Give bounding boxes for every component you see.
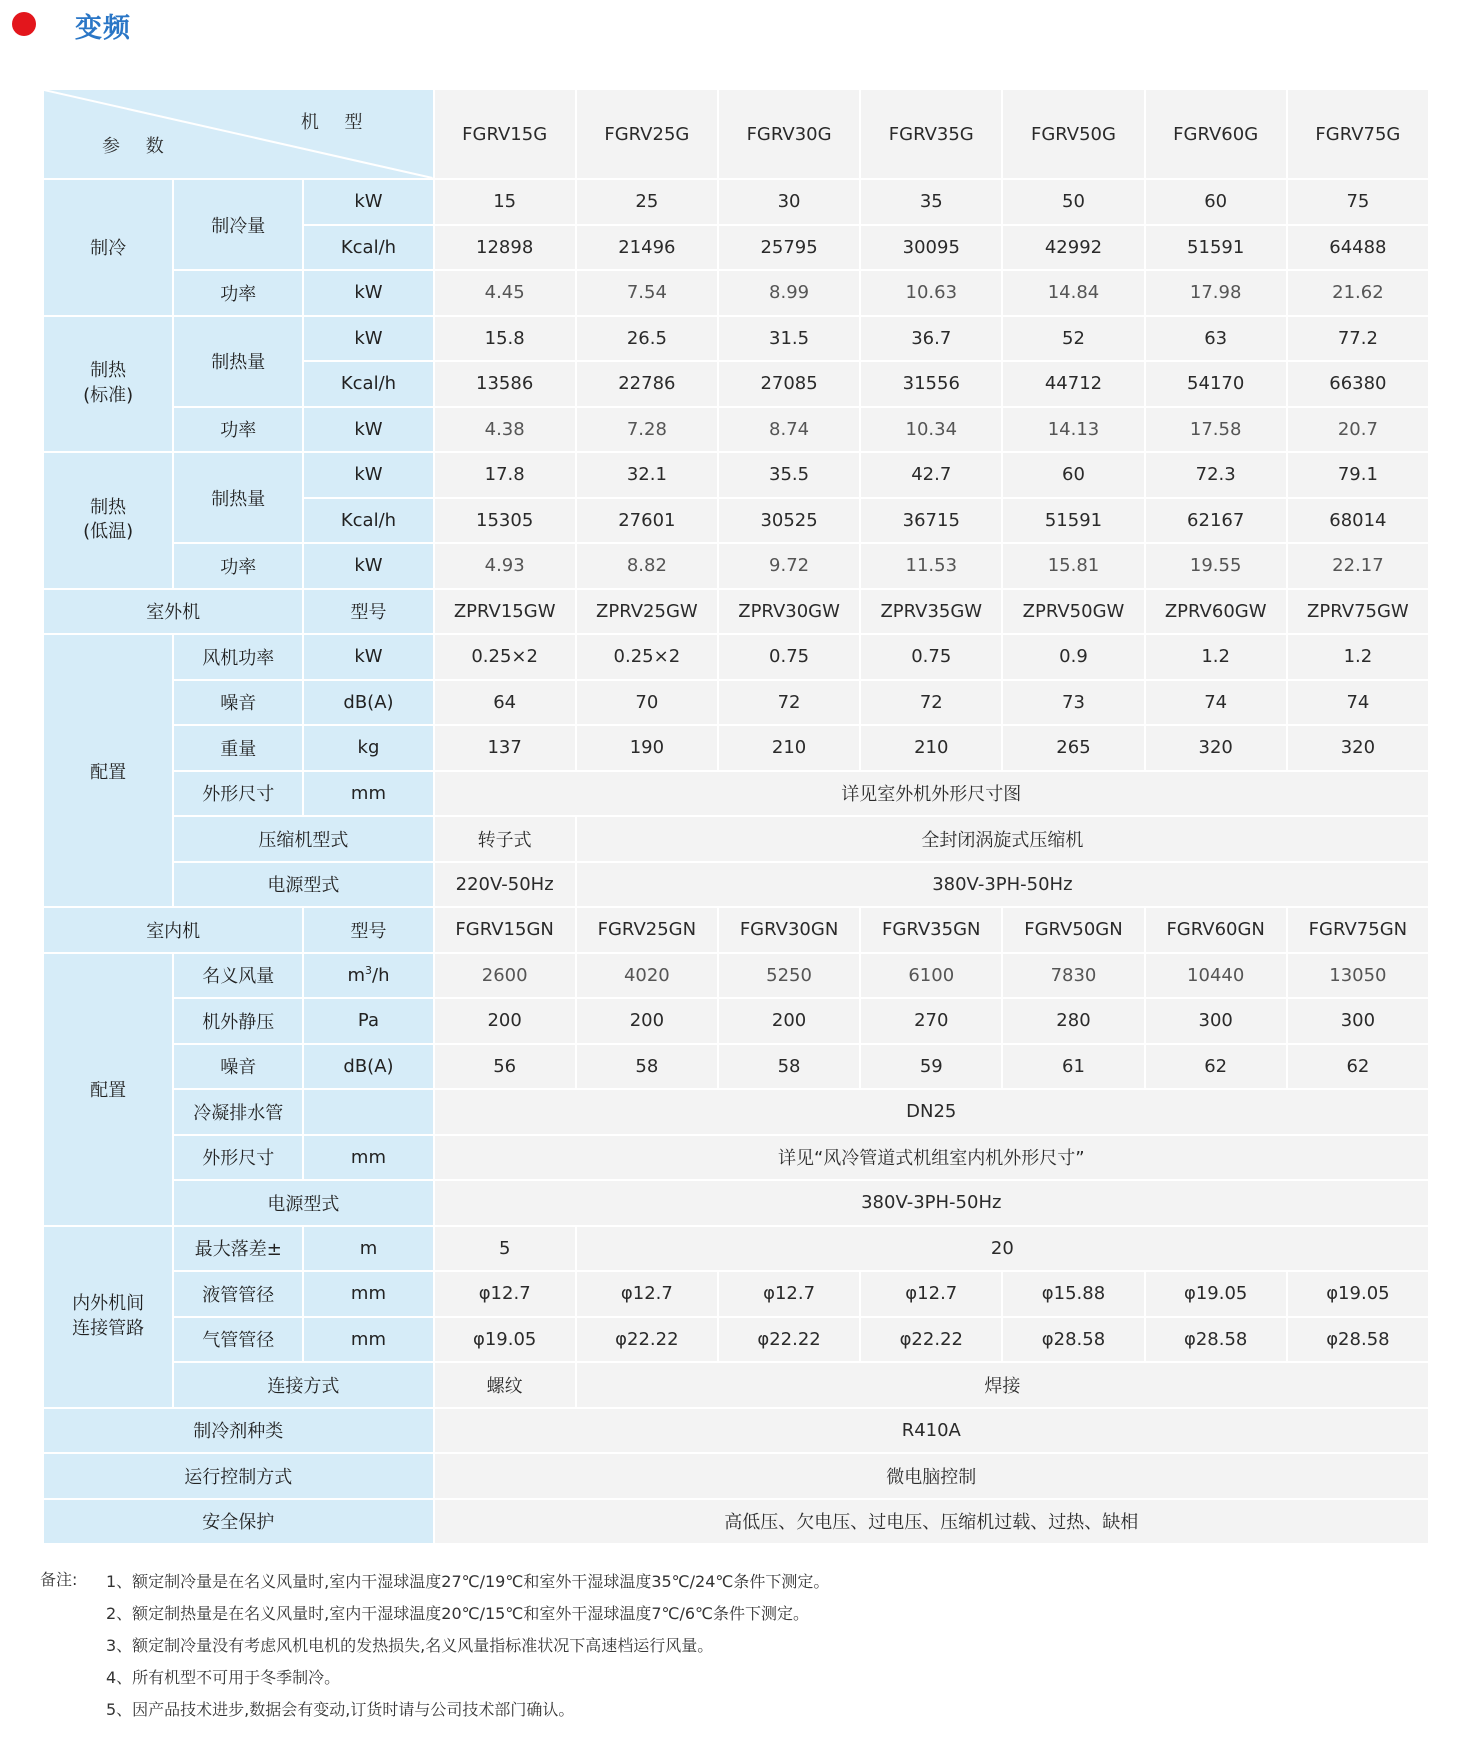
unit-label: Kcal/h <box>304 362 432 406</box>
unit-label: mm <box>304 772 432 816</box>
value-cell: 15.81 <box>1003 544 1143 588</box>
value-cell: 9.72 <box>719 544 859 588</box>
table-row <box>44 1363 1428 1407</box>
table-row <box>44 772 1428 816</box>
value-cell: 66380 <box>1288 362 1428 406</box>
notes-label: 备注: <box>40 1570 78 1589</box>
corner-param-label: 参 数 <box>102 136 174 157</box>
value-cell: 68014 <box>1288 499 1428 543</box>
value-cell: 210 <box>719 726 859 770</box>
unit-label: Kcal/h <box>304 226 432 270</box>
value-cell: 详见室外机外形尺寸图 <box>435 772 1428 816</box>
value-cell: 微电脑控制 <box>435 1454 1428 1498</box>
value-cell: φ19.05 <box>435 1318 575 1362</box>
value-cell: φ22.22 <box>861 1318 1001 1362</box>
value-cell: φ12.7 <box>577 1272 717 1316</box>
control-label: 运行控制方式 <box>44 1454 433 1498</box>
value-cell: φ28.58 <box>1288 1318 1428 1362</box>
value-cell: φ28.58 <box>1146 1318 1286 1362</box>
section-header <box>0 0 1459 50</box>
value-cell: FGRV15GN <box>435 908 575 952</box>
value-cell: 焊接 <box>577 1363 1428 1407</box>
group-label-line: 制热 <box>90 360 127 382</box>
value-cell: 380V-3PH-50Hz <box>435 1181 1428 1225</box>
value-cell: 54170 <box>1146 362 1286 406</box>
value-cell: 32.1 <box>577 453 717 497</box>
table-row <box>44 726 1428 770</box>
value-cell: 72 <box>861 681 1001 725</box>
value-cell: 20.7 <box>1288 408 1428 452</box>
group-label-line: 制热 <box>90 496 127 518</box>
table-row <box>44 1136 1428 1180</box>
value-cell: 44712 <box>1003 362 1143 406</box>
value-cell: 30 <box>719 180 859 224</box>
value-cell: 4.93 <box>435 544 575 588</box>
value-cell: 14.84 <box>1003 271 1143 315</box>
unit-sup: 3 <box>365 964 372 978</box>
table-row <box>44 590 1428 634</box>
value-cell: 210 <box>861 726 1001 770</box>
group-label-line: 内外机间 <box>72 1293 145 1315</box>
value-cell: 15 <box>435 180 575 224</box>
value-cell: 35.5 <box>719 453 859 497</box>
table-row <box>44 999 1428 1043</box>
value-cell: 51591 <box>1146 226 1286 270</box>
compressor-label: 压缩机型式 <box>174 817 432 861</box>
gas-pipe-label: 气管管径 <box>174 1318 302 1362</box>
value-cell: 25795 <box>719 226 859 270</box>
value-cell: 27601 <box>577 499 717 543</box>
unit-label: Pa <box>304 999 432 1043</box>
value-cell: 10440 <box>1146 954 1286 998</box>
value-cell: 5 <box>435 1227 575 1271</box>
value-cell: 270 <box>861 999 1001 1043</box>
value-cell: 36.7 <box>861 317 1001 361</box>
value-cell: 27085 <box>719 362 859 406</box>
value-cell: 0.75 <box>861 635 1001 679</box>
dims-label: 外形尺寸 <box>174 1136 302 1180</box>
cooling-capacity-label: 制冷量 <box>174 180 302 269</box>
value-cell: 25 <box>577 180 717 224</box>
value-cell: 17.98 <box>1146 271 1286 315</box>
value-cell: 7.54 <box>577 271 717 315</box>
model-header: FGRV35G <box>861 90 1001 178</box>
value-cell: φ12.7 <box>435 1272 575 1316</box>
value-cell: 4.45 <box>435 271 575 315</box>
value-cell: 15.8 <box>435 317 575 361</box>
value-cell: 7.28 <box>577 408 717 452</box>
value-cell: 31556 <box>861 362 1001 406</box>
model-header: FGRV50G <box>1003 90 1143 178</box>
value-cell: ZPRV75GW <box>1288 590 1428 634</box>
value-cell: 64488 <box>1288 226 1428 270</box>
noise-label: 噪音 <box>174 681 302 725</box>
table-row <box>44 317 1428 361</box>
table-row <box>44 1090 1428 1134</box>
red-dot-icon <box>12 12 36 36</box>
model-header: FGRV60G <box>1146 90 1286 178</box>
corner-header <box>44 90 433 178</box>
value-cell: DN25 <box>435 1090 1428 1134</box>
table-row <box>44 954 1428 998</box>
airflow-label: 名义风量 <box>174 954 302 998</box>
value-cell: 79.1 <box>1288 453 1428 497</box>
unit-label: kW <box>304 544 432 588</box>
unit-label: kW <box>304 271 432 315</box>
table-row <box>44 408 1428 452</box>
value-cell: 7830 <box>1003 954 1143 998</box>
model-label: 型号 <box>304 908 432 952</box>
unit-label: dB(A) <box>304 681 432 725</box>
value-cell: 72 <box>719 681 859 725</box>
value-cell: 200 <box>719 999 859 1043</box>
unit-label: Kcal/h <box>304 499 432 543</box>
unit-label: kW <box>304 180 432 224</box>
heating-std-group-label <box>44 317 172 452</box>
unit-label: kW <box>304 635 432 679</box>
dims-label: 外形尺寸 <box>174 772 302 816</box>
model-header: FGRV30G <box>719 90 859 178</box>
value-cell: 31.5 <box>719 317 859 361</box>
table-row <box>44 1045 1428 1089</box>
indoor-unit-label: 室内机 <box>44 908 302 952</box>
value-cell: 17.58 <box>1146 408 1286 452</box>
value-cell: 11.53 <box>861 544 1001 588</box>
value-cell: 19.55 <box>1146 544 1286 588</box>
value-cell: 8.82 <box>577 544 717 588</box>
table-row <box>44 1181 1428 1225</box>
value-cell: 77.2 <box>1288 317 1428 361</box>
value-cell: FGRV35GN <box>861 908 1001 952</box>
refrigerant-label: 制冷剂种类 <box>44 1409 433 1453</box>
value-cell: 20 <box>577 1227 1428 1271</box>
value-cell: φ15.88 <box>1003 1272 1143 1316</box>
max-drop-label: 最大落差± <box>174 1227 302 1271</box>
value-cell: ZPRV30GW <box>719 590 859 634</box>
value-cell: FGRV30GN <box>719 908 859 952</box>
heating-low-group-label <box>44 453 172 588</box>
value-cell: 63 <box>1146 317 1286 361</box>
table-row <box>44 1272 1428 1316</box>
unit-base: m <box>347 965 365 987</box>
value-cell: R410A <box>435 1409 1428 1453</box>
note-item: 5、因产品技术进步,数据会有变动,订货时请与公司技术部门确认。 <box>106 1700 575 1719</box>
unit-label: mm <box>304 1318 432 1362</box>
value-cell: 4020 <box>577 954 717 998</box>
header-row <box>44 90 1428 178</box>
value-cell: 21496 <box>577 226 717 270</box>
heating-capacity-label: 制热量 <box>174 317 302 406</box>
value-cell: ZPRV25GW <box>577 590 717 634</box>
value-cell: 1.2 <box>1288 635 1428 679</box>
outdoor-unit-label: 室外机 <box>44 590 302 634</box>
value-cell: 35 <box>861 180 1001 224</box>
value-cell: 62 <box>1146 1045 1286 1089</box>
value-cell: 320 <box>1146 726 1286 770</box>
value-cell: 56 <box>435 1045 575 1089</box>
value-cell: 0.75 <box>719 635 859 679</box>
value-cell: 0.9 <box>1003 635 1143 679</box>
value-cell: 10.63 <box>861 271 1001 315</box>
value-cell: 51591 <box>1003 499 1143 543</box>
value-cell: 61 <box>1003 1045 1143 1089</box>
value-cell: 60 <box>1003 453 1143 497</box>
value-cell: 190 <box>577 726 717 770</box>
value-cell: 17.8 <box>435 453 575 497</box>
model-header: FGRV75G <box>1288 90 1428 178</box>
value-cell: ZPRV50GW <box>1003 590 1143 634</box>
note-item: 4、所有机型不可用于冬季制冷。 <box>106 1668 341 1687</box>
value-cell: 59 <box>861 1045 1001 1089</box>
value-cell: FGRV60GN <box>1146 908 1286 952</box>
table-row <box>44 863 1428 907</box>
model-label: 型号 <box>304 590 432 634</box>
value-cell: 8.99 <box>719 271 859 315</box>
table-row <box>44 1227 1428 1271</box>
table-row <box>44 1318 1428 1362</box>
value-cell: φ12.7 <box>719 1272 859 1316</box>
value-cell: 5250 <box>719 954 859 998</box>
value-cell: 265 <box>1003 726 1143 770</box>
value-cell: 300 <box>1288 999 1428 1043</box>
unit-label: mm <box>304 1272 432 1316</box>
heating-capacity-label: 制热量 <box>174 453 302 542</box>
power-supply-label: 电源型式 <box>174 863 432 907</box>
value-cell: 全封闭涡旋式压缩机 <box>577 817 1428 861</box>
value-cell: FGRV50GN <box>1003 908 1143 952</box>
liquid-pipe-label: 液管管径 <box>174 1272 302 1316</box>
value-cell: 300 <box>1146 999 1286 1043</box>
value-cell: 10.34 <box>861 408 1001 452</box>
unit-label: kW <box>304 317 432 361</box>
value-cell: 220V-50Hz <box>435 863 575 907</box>
value-cell: 200 <box>435 999 575 1043</box>
value-cell: 64 <box>435 681 575 725</box>
value-cell: 12898 <box>435 226 575 270</box>
unit-label: mm <box>304 1136 432 1180</box>
section-title: 变频 <box>75 13 131 44</box>
value-cell: 62167 <box>1146 499 1286 543</box>
value-cell: 6100 <box>861 954 1001 998</box>
piping-group-label <box>44 1227 172 1407</box>
power-label: 功率 <box>174 544 302 588</box>
value-cell: ZPRV60GW <box>1146 590 1286 634</box>
value-cell: 60 <box>1146 180 1286 224</box>
note-item: 1、额定制冷量是在名义风量时,室内干湿球温度27℃/19℃和室外干湿球温度35℃/24℃条件下测定。 <box>106 1572 830 1591</box>
cooling-group-label: 制冷 <box>44 180 172 315</box>
table-row <box>44 1500 1428 1544</box>
outdoor-config-label: 配置 <box>44 635 172 906</box>
value-cell: 22786 <box>577 362 717 406</box>
fan-power-label: 风机功率 <box>174 635 302 679</box>
value-cell: 13586 <box>435 362 575 406</box>
value-cell: 280 <box>1003 999 1143 1043</box>
value-cell: 2600 <box>435 954 575 998</box>
value-cell: FGRV75GN <box>1288 908 1428 952</box>
value-cell: 75 <box>1288 180 1428 224</box>
value-cell: 58 <box>577 1045 717 1089</box>
value-cell: φ19.05 <box>1288 1272 1428 1316</box>
table-row <box>44 817 1428 861</box>
value-cell: 1.2 <box>1146 635 1286 679</box>
drain-label: 冷凝排水管 <box>174 1090 302 1134</box>
value-cell: 螺纹 <box>435 1363 575 1407</box>
value-cell: 30525 <box>719 499 859 543</box>
value-cell: 72.3 <box>1146 453 1286 497</box>
value-cell: 高低压、欠电压、过电压、压缩机过载、过热、缺相 <box>435 1500 1428 1544</box>
value-cell: φ12.7 <box>861 1272 1001 1316</box>
model-header: FGRV25G <box>577 90 717 178</box>
value-cell: 30095 <box>861 226 1001 270</box>
model-header: FGRV15G <box>435 90 575 178</box>
value-cell: 320 <box>1288 726 1428 770</box>
value-cell: φ22.22 <box>719 1318 859 1362</box>
value-cell: 15305 <box>435 499 575 543</box>
value-cell: 0.25×2 <box>435 635 575 679</box>
value-cell: 200 <box>577 999 717 1043</box>
value-cell: 转子式 <box>435 817 575 861</box>
indoor-config-label: 配置 <box>44 954 172 1225</box>
table-row <box>44 453 1428 497</box>
unit-label: dB(A) <box>304 1045 432 1089</box>
table-row <box>44 1409 1428 1453</box>
value-cell: 74 <box>1146 681 1286 725</box>
value-cell: 4.38 <box>435 408 575 452</box>
connection-label: 连接方式 <box>174 1363 432 1407</box>
value-cell: 380V-3PH-50Hz <box>577 863 1428 907</box>
table-row <box>44 180 1428 224</box>
value-cell: FGRV25GN <box>577 908 717 952</box>
static-pressure-label: 机外静压 <box>174 999 302 1043</box>
value-cell: 62 <box>1288 1045 1428 1089</box>
value-cell: 22.17 <box>1288 544 1428 588</box>
unit-label <box>304 1090 432 1134</box>
group-label-line: (标准) <box>83 384 134 406</box>
group-label-line: (低温) <box>83 521 134 543</box>
value-cell: 74 <box>1288 681 1428 725</box>
corner-model-label: 机 型 <box>300 112 373 133</box>
unit-label: kW <box>304 453 432 497</box>
power-supply-label: 电源型式 <box>174 1181 432 1225</box>
value-cell: 21.62 <box>1288 271 1428 315</box>
value-cell: 0.25×2 <box>577 635 717 679</box>
table-row <box>44 681 1428 725</box>
unit-label: kW <box>304 408 432 452</box>
value-cell: φ22.22 <box>577 1318 717 1362</box>
unit-label <box>304 954 432 998</box>
value-cell: 42.7 <box>861 453 1001 497</box>
value-cell: 42992 <box>1003 226 1143 270</box>
value-cell: φ19.05 <box>1146 1272 1286 1316</box>
value-cell: 58 <box>719 1045 859 1089</box>
unit-label: m <box>304 1227 432 1271</box>
value-cell: 52 <box>1003 317 1143 361</box>
protection-label: 安全保护 <box>44 1500 433 1544</box>
note-item: 3、额定制冷量没有考虑风机电机的发热损失,名义风量指标准状况下高速档运行风量。 <box>106 1636 714 1655</box>
value-cell: ZPRV15GW <box>435 590 575 634</box>
value-cell: 137 <box>435 726 575 770</box>
value-cell: 70 <box>577 681 717 725</box>
value-cell: 50 <box>1003 180 1143 224</box>
unit-tail: /h <box>372 965 390 987</box>
unit-label: kg <box>304 726 432 770</box>
group-label-line: 连接管路 <box>72 1317 145 1339</box>
note-item: 2、额定制热量是在名义风量时,室内干湿球温度20℃/15℃和室外干湿球温度7℃/6℃条件下测定。 <box>106 1604 810 1623</box>
table-row <box>44 1454 1428 1498</box>
noise-label: 噪音 <box>174 1045 302 1089</box>
value-cell: 8.74 <box>719 408 859 452</box>
spec-table <box>42 88 1430 1545</box>
value-cell: 36715 <box>861 499 1001 543</box>
value-cell: 14.13 <box>1003 408 1143 452</box>
table-row <box>44 635 1428 679</box>
power-label: 功率 <box>174 271 302 315</box>
power-label: 功率 <box>174 408 302 452</box>
value-cell: φ28.58 <box>1003 1318 1143 1362</box>
value-cell: 详见“风冷管道式机组室内机外形尺寸” <box>435 1136 1428 1180</box>
table-row <box>44 271 1428 315</box>
value-cell: 13050 <box>1288 954 1428 998</box>
value-cell: ZPRV35GW <box>861 590 1001 634</box>
table-row <box>44 544 1428 588</box>
table-row <box>44 908 1428 952</box>
weight-label: 重量 <box>174 726 302 770</box>
value-cell: 26.5 <box>577 317 717 361</box>
value-cell: 73 <box>1003 681 1143 725</box>
